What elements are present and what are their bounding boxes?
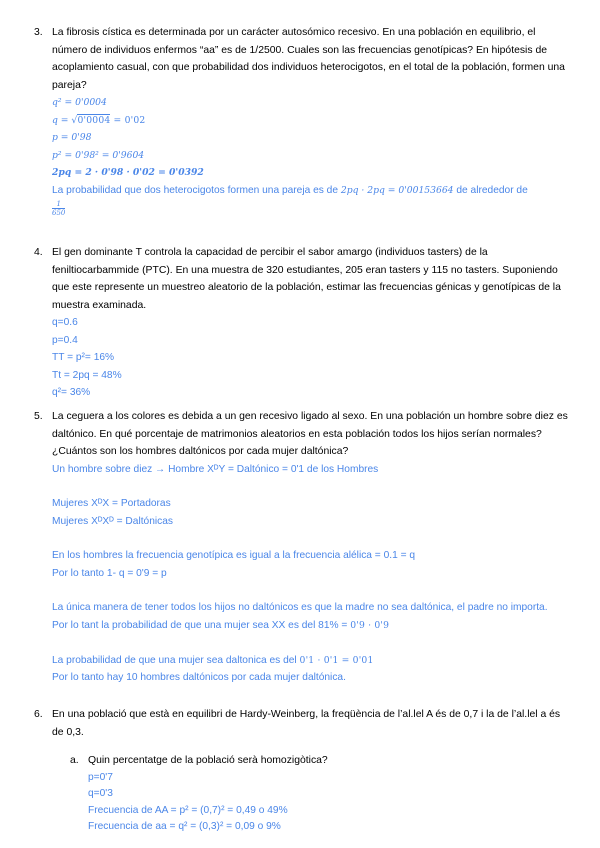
answer-line: Frecuencia de AA = p² = (0,7)² = 0,49 o 49% <box>88 804 288 816</box>
answer-line: Frecuencia de aa = q² = (0,3)² = 0,09 o 9% <box>88 821 281 832</box>
sub-question-letter: a. <box>70 755 79 766</box>
question-text: La ceguera a los colores es debida a un gen recesivo ligado al sexo. En una población un hombre sobre diez es daltónico. En qué porcentaje de matrimonios aleatorios en esta población todos los hijos serían normales? ¿Cuántos son los hombres daltónicos por cada mujer daltónica? <box>52 411 568 457</box>
question-number: 4. <box>34 247 43 258</box>
answer-line: En los hombres la frecuencia genotípica es igual a la frecuencia alélica = 0.1 = q <box>52 550 416 562</box>
answer-line: Un hombre sobre diez → Hombre XᴰY = Daltónico = 0'1 de los Hombres <box>52 463 379 475</box>
question-text: El gen dominante T controla la capacidad de percibir el sabor amargo (individuos tasters) de la feniltiocarbammide (PTC). En una muestra de 320 estudiantes, 205 eran tasters y 115 no tasters. Suponiendo que este represente un muestreo aleatorio de la población, estimar las frecuencias génicas y genotípicas de la muestra examinada. <box>52 247 561 311</box>
question-number: 6. <box>34 709 43 720</box>
answer-line: Mujeres XᴰXᴰ = Daltónicas <box>52 515 173 527</box>
question-text: La fibrosis cística es determinada por un carácter autosómico recesivo. En una población en equilibrio, el número de individuos enfermos “aa” es de 1/2500. Cuales son las frecuencias genotípicas? En hipótesis de acoplamiento casual, con que probabilidad dos individuos heterocigotos, en el total de la población, formen una pareja? <box>52 27 565 91</box>
answer-line: Por lo tanto hay 10 hombres daltónicos por cada mujer daltónica. <box>52 672 346 684</box>
answer-line: p=0.4 <box>52 334 78 346</box>
answer-line: La única manera de tener todos los hijos no daltónicos es que la madre no sea daltónica, el padre no importa. <box>52 602 548 614</box>
answer-line: La probabilidad de que una mujer sea daltonica es del 0'1 · 0'1 = 0'01 <box>52 654 374 666</box>
answer-line: Por lo tant la probabilidad de que una mujer sea XX es del 81% = 0'9 · 0'9 <box>52 620 390 632</box>
question-number: 3. <box>34 27 43 38</box>
answer-line: Tt = 2pq = 48% <box>52 369 122 381</box>
question-6 <box>34 706 572 741</box>
sub-question-a <box>70 752 568 836</box>
answer-line: q = √0'0004 = 0'02 <box>52 114 146 126</box>
answer-line: 2pq = 2 · 0'98 · 0'02 = 0'0392 <box>52 167 204 179</box>
answer-line: p² = 0'98² = 0'9604 <box>52 149 145 161</box>
answer-line: La probabilidad que dos heterocigotos formen una pareja es de 2pq · 2pq = 0'00153664 de alrededor de <box>52 184 528 196</box>
question-4 <box>34 244 572 402</box>
question-text: En una població que està en equilibri de Hardy-Weinberg, la freqüència de l’al.lel A és de 0,7 i la de l’al.lel a és de 0,3. <box>52 709 561 738</box>
answer-line: TT = p²= 16% <box>52 352 115 364</box>
answer-line: q²= 36% <box>52 387 91 399</box>
answer-line <box>52 200 572 220</box>
answer-line: q=0'3 <box>88 788 113 799</box>
answer-line: q² = 0'0004 <box>52 97 107 108</box>
answer-line: Por lo tanto 1- q = 0'9 = p <box>52 567 167 579</box>
sub-question-text: Quin percentatge de la població serà homozigòtica? <box>88 755 328 766</box>
question-5 <box>34 408 572 687</box>
answer-line: p=0'7 <box>88 771 113 783</box>
answer-line: p = 0'98 <box>52 132 92 144</box>
question-3 <box>34 24 572 220</box>
question-number: 5. <box>34 411 43 422</box>
answer-line: Mujeres XᴰX = Portadoras <box>52 498 171 510</box>
fraction: $\frac{1}{650}$ <box>52 199 66 217</box>
answer-line: q=0.6 <box>52 317 78 328</box>
